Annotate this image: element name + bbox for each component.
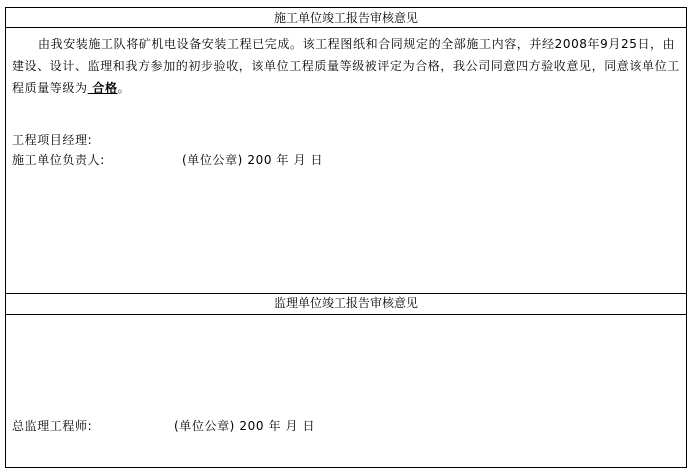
divider: [6, 27, 686, 28]
project-manager-label: 工程项目经理:: [12, 133, 93, 147]
section1-header: 施工单位竣工报告审核意见: [273, 11, 418, 25]
construction-leader-label: 施工单位负责人:: [12, 153, 105, 167]
chief-supervisor-label: 总监理工程师:: [12, 419, 93, 433]
approval-form: [5, 7, 687, 468]
section2-header: 监理单位竣工报告审核意见: [273, 296, 418, 310]
para-end: 。: [117, 81, 131, 95]
divider: [6, 314, 686, 315]
quality-grade: 合格: [87, 81, 118, 95]
para-main-text: 由我安装施工队将矿机电设备安装工程已完成。该工程图纸和合同规定的全部施工内容，并经2008年9月25日，由建设、设计、监理和我方参加的初步验收，该单位工程质量等级被评定为合格，我公司同意四方验收意见，同意该单位工程质量等级为: [12, 37, 680, 95]
section2-seal-date: (单位公章) 200 年 月 日: [174, 419, 316, 433]
section1-paragraph: [12, 33, 680, 99]
section1-seal-date: (单位公章) 200 年 月 日: [182, 153, 324, 167]
